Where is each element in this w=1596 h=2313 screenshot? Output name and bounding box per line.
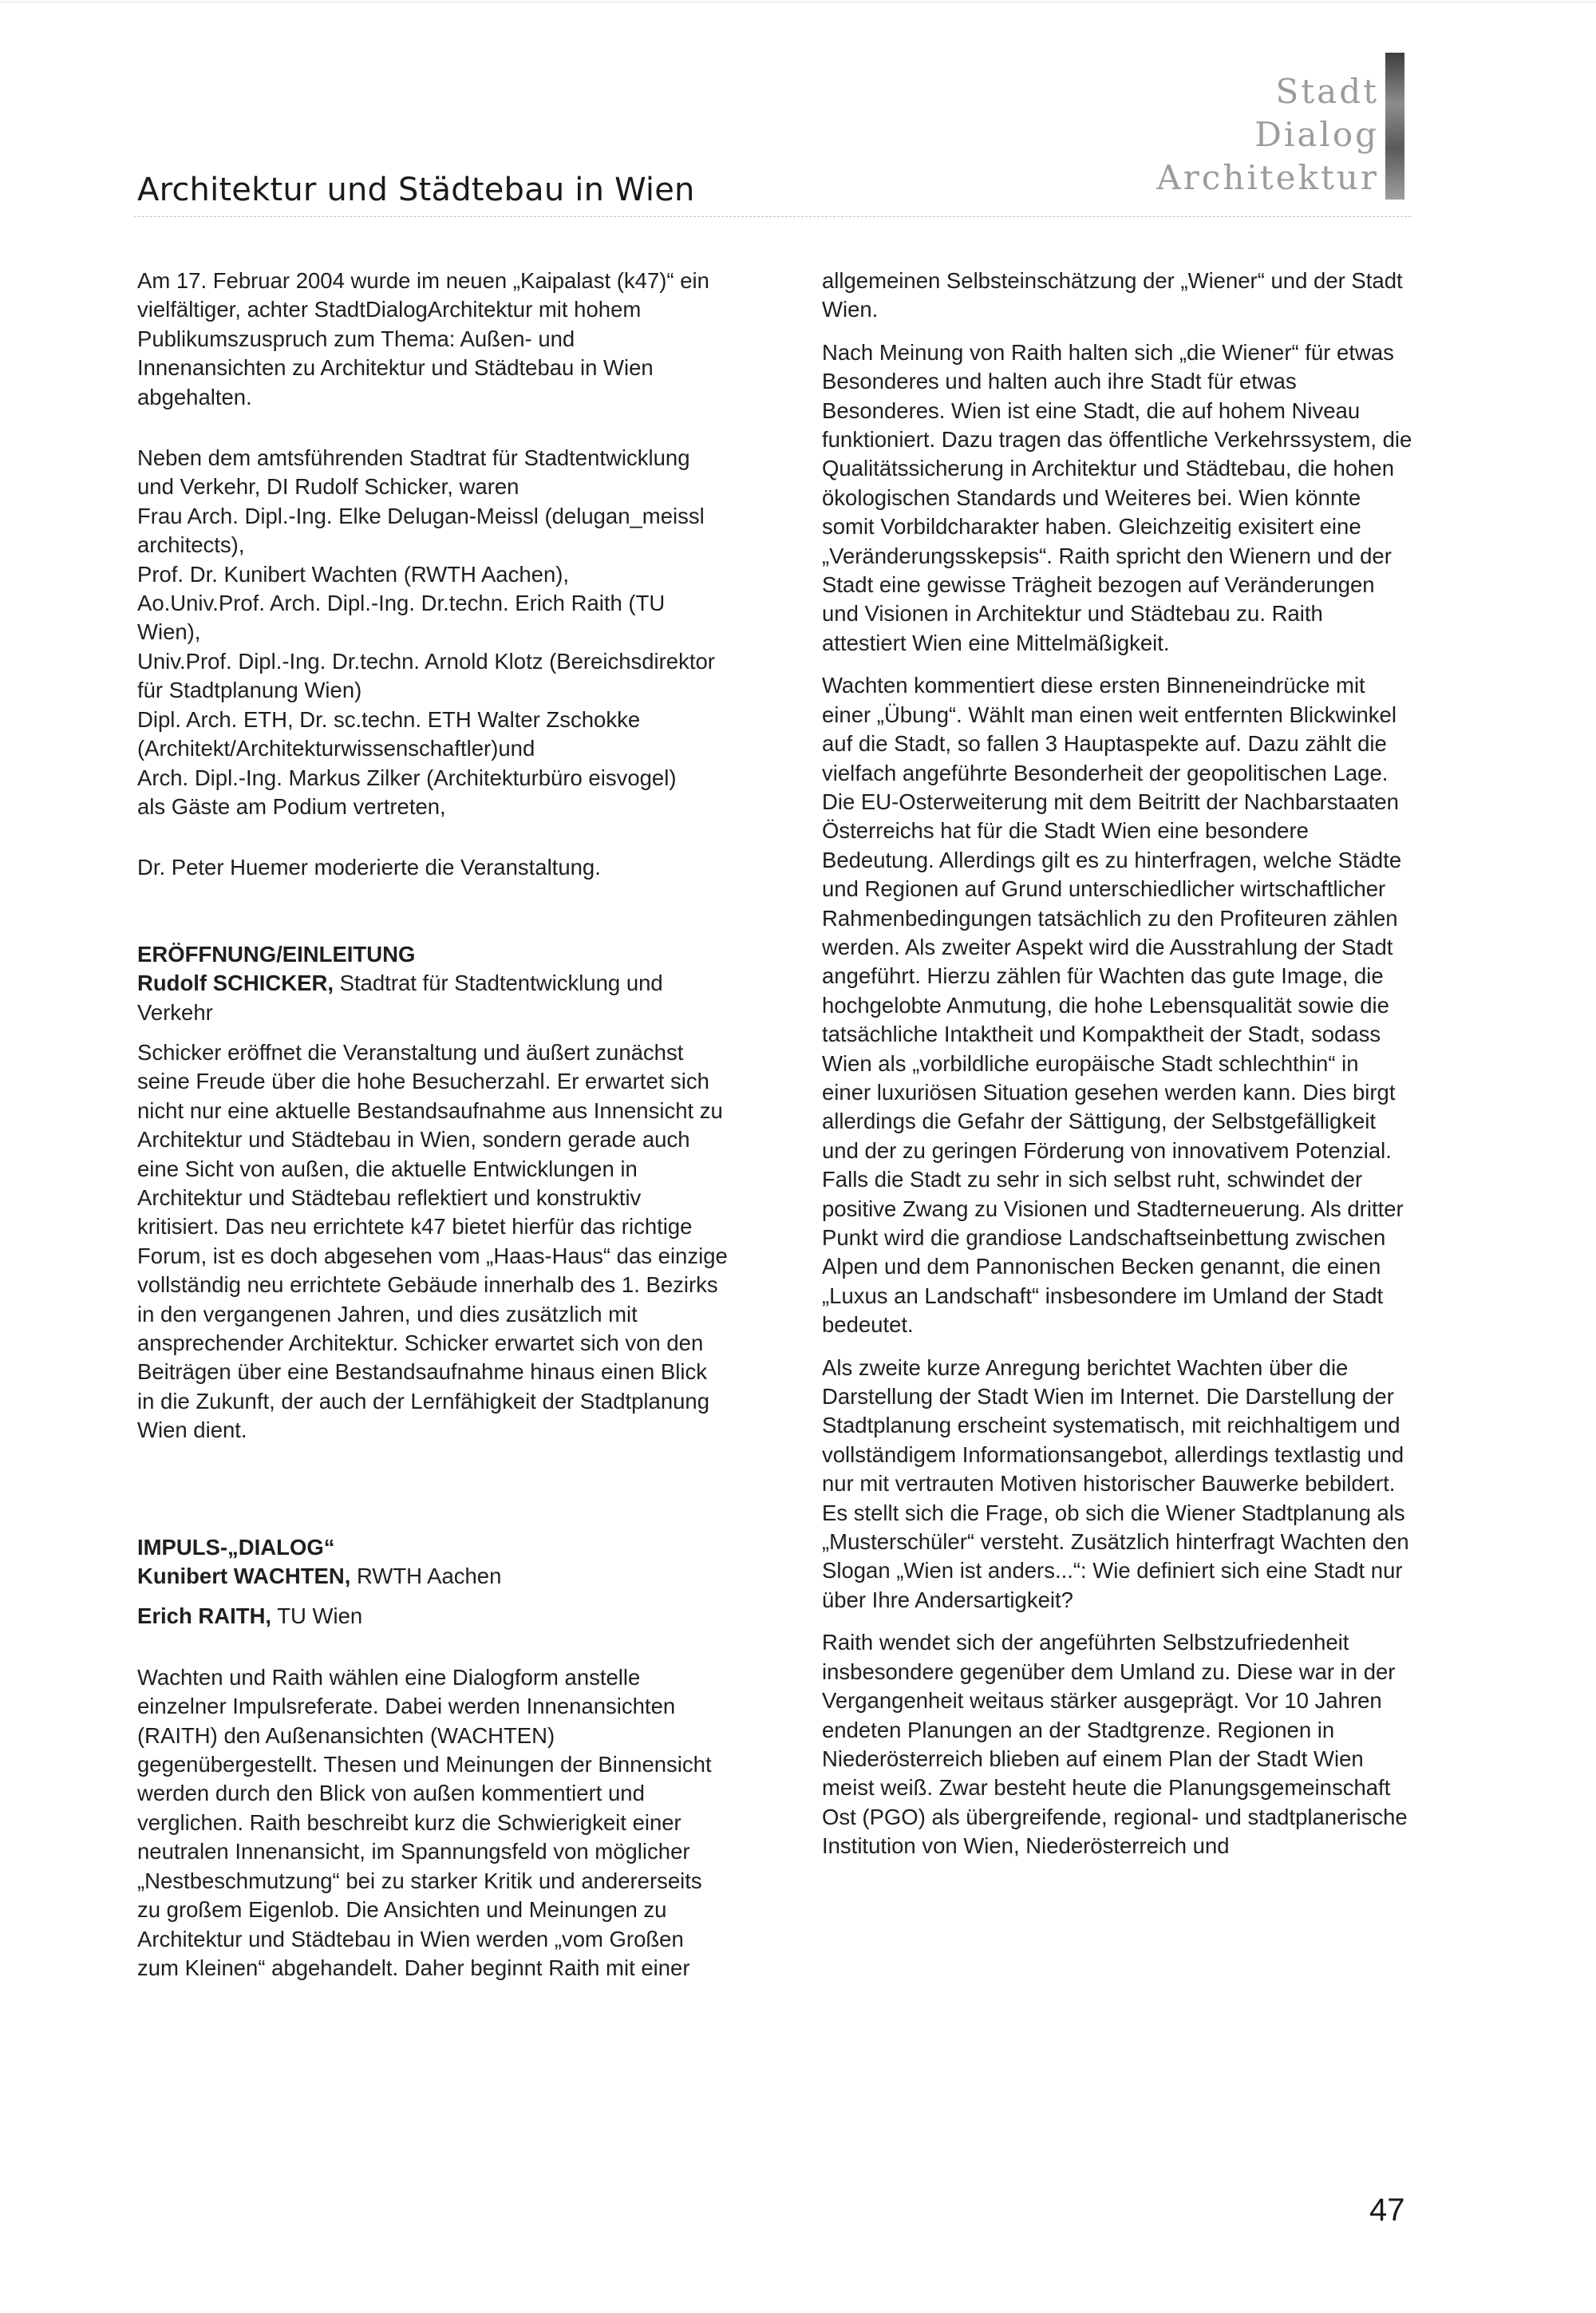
right-paragraph-3: Wachten kommentiert diese ersten Binneneindrücke mit einer „Übung“. Wählt man einen weit entfernten Blickwinkel auf die Stadt, so fallen 3 Hauptaspekte auf. Dazu zählt die vielfach angeführte Besonderheit der geopolitischen Lage. Die EU-Osterweiterung mit dem Beitritt der Nachbarstaaten Österreichs hat für die Stadt Wien eine besondere Bedeutung. Allerdings gilt es zu hinterfragen, welche Städte und Regionen auf Grund unterschiedlicher wirtschaftlicher Rahmenbedingungen tatsächlich zu den Profiteuren zählen werden. Als zweiter Aspekt wird die Ausstrahlung der Stadt angeführt. Hierzu zählen für Wachten das gute Image, die hochgelobte Anmutung, die hohe Lebensqualität sowie die tatsächliche Intaktheit und Kompaktheit der Stadt, sodass Wien als „vorbildliche europäische Stadt schlechthin“ in einer luxuriösen Situation gesehen werden kann. Dies birgt allerdings die Gefahr der Sättigung, der Selbstgefälligkeit und der zu geringen Förderung von innovativem Potenzial. Falls die Stadt zu sehr in sich selbst ruht, schwindet der positive Zwang zu Visionen und Stadterneuerung. Als dritter Punkt wird die grandiose Landschaftseinbettung zwischen Alpen und dem Pannonischen Becken genannt, die einen „Luxus an Landschaft“ insbesondere im Umland der Stadt bedeutet. [822, 673, 1404, 1338]
right-paragraph-5: Raith wendet sich der angeführten Selbstzufriedenheit insbesondere gegenüber dem Umland zu. Diese war in der Vergangenheit weitaus stärker ausgeprägt. Vor 10 Jahren endeten Planungen an der Stadtgrenze. Regionen in Niederösterreich blieben auf einem Plan der Stadt Wien meist weiß. Zwar besteht heute die Planungsgemeinschaft Ost (PGO) als übergreifende, regional- und stadtplanerische Institution von Wien, Niederösterreich und [822, 1630, 1408, 1859]
right-paragraph-2: Nach Meinung von Raith halten sich „die Wiener“ für etwas Besonderes und halten auch ihre Stadt für etwas Besonderes. Wien ist eine Stadt, die auf hohem Niveau funktioniert. Dazu tragen das öffentliche Verkehrssystem, die Qualitätssicherung in Architektur und Städtebau, die hohen ökologischen Standards und Weiteres bei. Wien könnte somit Vorbildcharakter haben. Gleichzeitig exisitert eine „Veränderungsskepsis“. Raith spricht den Wienern und der Stadt eine gewisse Trägheit bezogen auf Veränderungen und Visionen in Architektur und Städtebau zu. Raith attestiert Wien eine Mittelmäßigkeit. [822, 339, 1412, 655]
intro-paragraph: Am 17. Februar 2004 wurde im neuen „Kaipalast (k47)“ ein vielfältiger, achter StadtDialogArchitektur mit hohem Publikumszuspruch zum Thema: Außen- und Innenansichten zu Architektur und Städtebau in Wien abgehalten. [137, 268, 709, 409]
brand-bar-graphic [1385, 53, 1404, 200]
right-paragraph-4: Als zweite kurze Anregung berichtet Wachten über die Darstellung der Stadt Wien im Internet. Die Darstellung der Stadtplanung erscheint systematisch, mit reichhaltigem und vollständigem Informationsangebot, allerdings textlastig und nur mit vertrauten Motiven historischer Bauwerke bebildert. Es stellt sich die Frage, ob sich die Wiener Stadtplanung als „Musterschüler“ versteht. Zusätzlich hinterfragt Wachten den Slogan „Wien ist anders...“: Wie definiert sich eine Stadt nur über Ihre Andersartigkeit? [822, 1354, 1409, 1612]
page-title: Architektur und Städtebau in Wien [137, 172, 695, 208]
brand-line-architektur: Architektur [1156, 158, 1379, 197]
brand-line-dialog: Dialog [1254, 115, 1379, 154]
right-column [822, 267, 1412, 1861]
brand-line-stadt: Stadt [1275, 72, 1379, 111]
speaker-raith [137, 1602, 728, 1631]
schicker-paragraph: Schicker eröffnet die Veranstaltung und äußert zunächst seine Freude über die hohe Besucherzahl. Er erwartet sich nicht nur eine aktuelle Bestandsaufnahme aus Innensicht zu Architektur und Städtebau in Wien, sondern gerade auch eine Sicht von außen, die aktuelle Entwicklungen in Architektur und Städtebau reflektiert und konstruktiv kritisiert. Das neu errichtete k47 bietet hierfür das richtige Forum, ist es doch abgesehen vom „Haas-Haus“ das einzige vollständig neu errichtete Gebäude innerhalb des 1. Bezirks in den vergangenen Jahren, und dies zusätzlich mit ansprechender Architektur. Schicker erwartet sich von den Beiträgen über eine Bestandsaufnahme hinaus einen Blick in die Zukunft, der auch der Lernfähigkeit der Stadtplanung Wien dient. [137, 1039, 728, 1443]
section-heading-eroeffnung: ERÖFFNUNG/EINLEITUNG [137, 941, 416, 967]
speaker-schicker [137, 969, 728, 1027]
header-divider [134, 216, 1411, 217]
page-number: 47 [1369, 2192, 1405, 2228]
moderator-paragraph: Dr. Peter Huemer moderierte die Veranstaltung. [137, 855, 601, 880]
section-heading-impuls: IMPULS-„DIALOG“ [137, 1534, 335, 1560]
speaker-wachten [137, 1562, 728, 1591]
brand-logo [1156, 70, 1379, 200]
speaker-name: Rudolf SCHICKER, [137, 971, 334, 996]
right-paragraph-1: allgemeinen Selbsteinschätzung der „Wiener“ und der Stadt Wien. [822, 268, 1403, 322]
speaker-name: Kunibert WACHTEN, [137, 1564, 351, 1589]
guests-paragraph: Neben dem amtsführenden Stadtrat für Stadtentwicklung und Verkehr, DI Rudolf Schicker, waren Frau Arch. Dipl.-Ing. Elke Delugan-Meissl (delugan_meissl architects), Prof. Dr. Kunibert Wachten (RWTH Aachen), Ao.Univ.Prof. Arch. Dipl.-Ing. Dr.techn. Erich Raith (TU Wien), Univ.Prof. Dipl.-Ing. Dr.techn. Arnold Klotz (Bereichsdirektor für Stadtplanung Wien) Dipl. Arch. ETH, Dr. sc.techn. ETH Walter Zschokke (Architekt/Architekturwissenschaftler)und Arch. Dipl.-Ing. Markus Zilker (Architekturbüro eisvogel) als Gäste am Podium vertreten, [137, 445, 715, 819]
speaker-name: Erich RAITH, [137, 1603, 272, 1629]
dialog-paragraph: Wachten und Raith wählen eine Dialogform anstelle einzelner Impulsreferate. Dabei werden Innenansichten (RAITH) den Außenansichten (WACHTEN) gegenübergestellt. Thesen und Meinungen der Binnensicht werden durch den Blick von außen kommentiert und verglichen. Raith beschreibt kurz die Schwierigkeit einer neutralen Innenansicht, im Spannungsfeld von möglicher „Nestbeschmutzung“ bei zu starker Kritik und andererseits zu großem Eigenlob. Die Ansichten und Meinungen zu Architektur und Städtebau in Wien werden „vom Großen zum Kleinen“ abgehandelt. Daher beginnt Raith mit einer [137, 1664, 712, 1980]
left-column [137, 267, 728, 1983]
speaker-role: TU Wien [271, 1603, 363, 1629]
speaker-role: Stadtrat für Stadtentwicklung und Verkehr [137, 971, 663, 1025]
speaker-role: RWTH Aachen [350, 1564, 502, 1589]
